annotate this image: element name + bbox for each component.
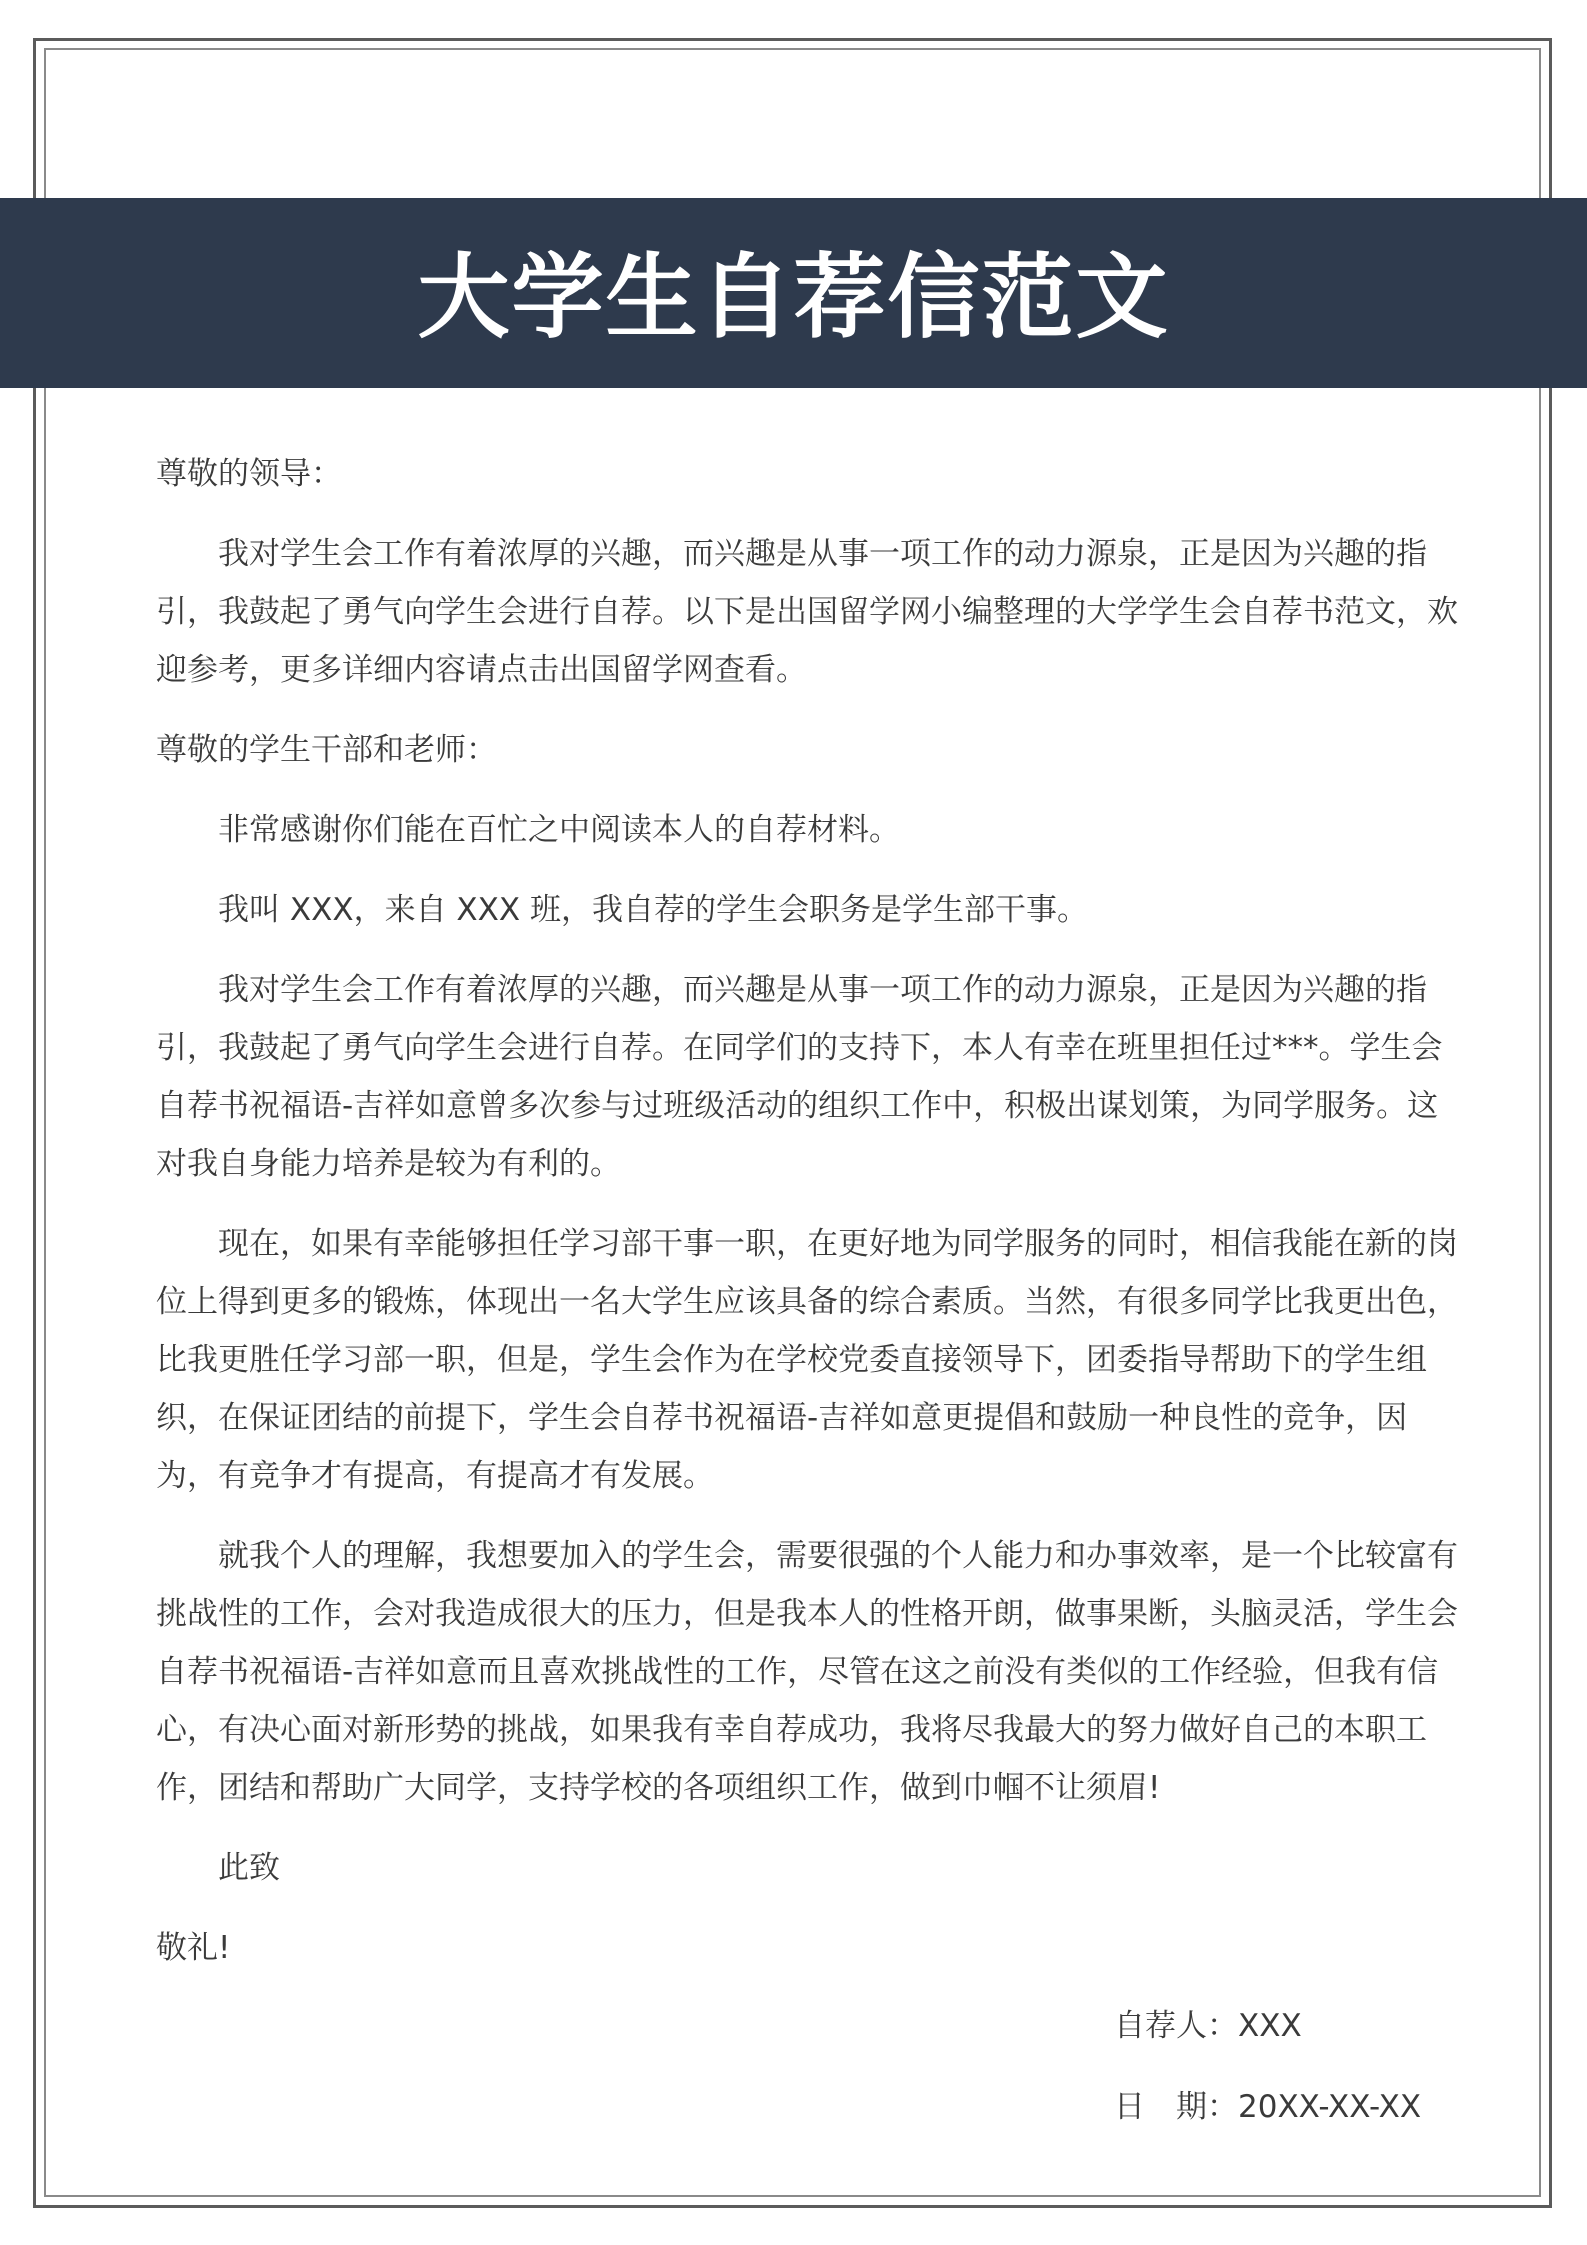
signature-name (1114, 2006, 1302, 2046)
body-paragraph: 我叫 XXX，来自 XXX 班，我自荐的学生会职务是学生部干事。 (218, 892, 1088, 928)
closing-jingli: 敬礼! (156, 1930, 231, 1966)
signature-date-value: 20XX-XX-XX (1238, 2089, 1422, 2125)
page-title: 大学生自荐信范文 (417, 244, 1170, 351)
body-paragraph: 非常感谢你们能在百忙之中阅读本人的自荐材料。 (218, 812, 900, 848)
salutation-cadres: 尊敬的学生干部和老师： (156, 732, 497, 768)
signature-date (1114, 2087, 1421, 2127)
signature-date-label: 日 期： (1114, 2089, 1238, 2125)
letter-body (156, 445, 1462, 1977)
signature-name-value: XXX (1238, 2008, 1302, 2044)
salutation-leaders: 尊敬的领导： (156, 456, 342, 492)
body-paragraph: 我对学生会工作有着浓厚的兴趣，而兴趣是从事一项工作的动力源泉，正是因为兴趣的指引，我鼓起了勇气向学生会进行自荐。在同学们的支持下，本人有幸在班里担任过***。学生会自荐书祝福语-吉祥如意曾多次参与过班级活动的组织工作中，积极出谋划策，为同学服务。这对我自身能力培养是较为有利的。 (156, 972, 1443, 1182)
title-banner (0, 198, 1587, 388)
signature-name-label: 自荐人： (1114, 2008, 1238, 2044)
body-paragraph: 就我个人的理解，我想要加入的学生会，需要很强的个人能力和办事效率，是一个比较富有挑战性的工作，会对我造成很大的压力，但是我本人的性格开朗，做事果断，头脑灵活，学生会自荐书祝福语-吉祥如意而且喜欢挑战性的工作，尽管在这之前没有类似的工作经验，但我有信心，有决心面对新形势的挑战，如果我有幸自荐成功，我将尽我最大的努力做好自己的本职工作，团结和帮助广大同学，支持学校的各项组织工作，做到巾帼不让须眉! (156, 1538, 1458, 1806)
closing-cizhi: 此致 (218, 1850, 280, 1886)
intro-paragraph: 我对学生会工作有着浓厚的兴趣，而兴趣是从事一项工作的动力源泉，正是因为兴趣的指引，我鼓起了勇气向学生会进行自荐。以下是出国留学网小编整理的大学学生会自荐书范文，欢迎参考，更多详细内容请点击出国留学网查看。 (156, 536, 1458, 688)
body-paragraph: 现在，如果有幸能够担任学习部干事一职，在更好地为同学服务的同时，相信我能在新的岗位上得到更多的锻炼，体现出一名大学生应该具备的综合素质。当然，有很多同学比我更出色，比我更胜任学习部一职，但是，学生会作为在学校党委直接领导下，团委指导帮助下的学生组织，在保证团结的前提下，学生会自荐书祝福语-吉祥如意更提倡和鼓励一种良性的竞争，因为，有竞争才有提高，有提高才有发展。 (156, 1226, 1458, 1494)
